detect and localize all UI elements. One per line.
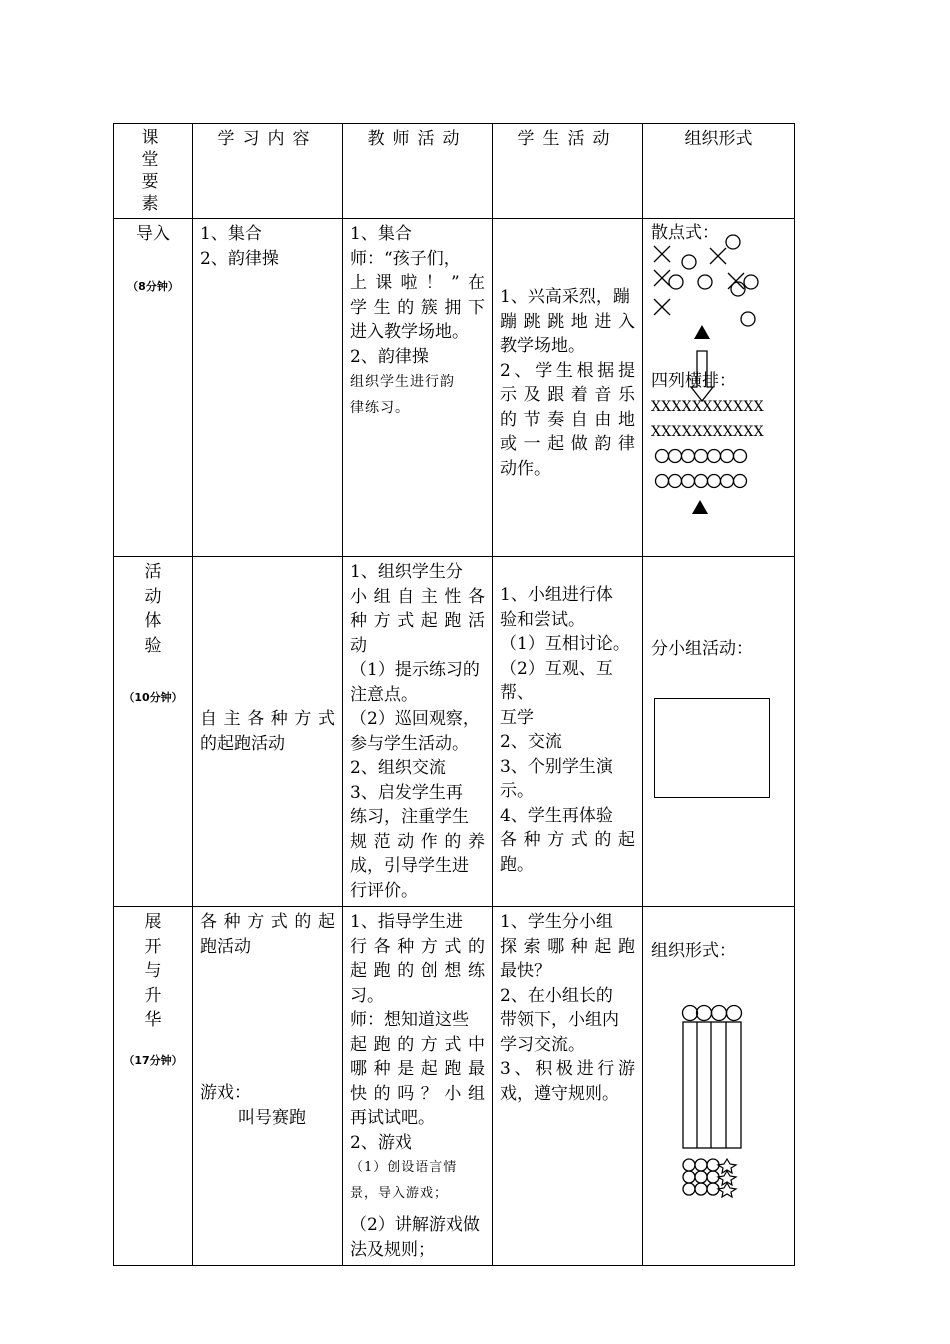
four-row-formation-label: 四列横排：	[651, 371, 736, 391]
teacher-line: 师：“孩子们，	[350, 248, 461, 269]
student-line: 2、交流	[500, 732, 562, 752]
teacher-line: 2、组织交流	[350, 758, 446, 778]
teacher-line: （2）讲解游戏做	[350, 1215, 480, 1235]
student-line: 示。	[500, 781, 534, 801]
student-line: 3、积极进行游	[500, 1059, 635, 1079]
org-cell-intro	[643, 219, 795, 557]
team-leader-circles	[683, 1006, 742, 1021]
teacher-line: 1、指导学生进	[350, 912, 463, 932]
teacher-line: 种方式起跑活	[350, 611, 485, 631]
teacher-line: 3、启发学生再	[350, 782, 463, 803]
content-line: 的起跑活动	[200, 733, 285, 754]
table-row-experience	[114, 557, 795, 907]
header-lesson-element	[114, 124, 193, 219]
teacher-line: 2、游戏	[350, 1132, 412, 1153]
teacher-line: 2、韵律操	[350, 346, 429, 367]
content-line: 1、集合	[200, 224, 262, 244]
scatter-symbols	[654, 235, 758, 401]
formation-diagram	[643, 219, 795, 555]
student-cell-extension	[493, 907, 643, 1266]
arrow-down-icon	[691, 351, 713, 401]
teacher-line: 起跑的方式中	[350, 1034, 485, 1055]
teacher-line: （1）提示练习的	[350, 660, 480, 680]
teacher-line: 快的吗？小组	[350, 1083, 485, 1104]
circle-icon	[744, 275, 758, 289]
circle-icon	[731, 282, 745, 296]
element-title-line: 与	[144, 961, 172, 981]
game-label: 游戏：	[200, 1083, 251, 1103]
header-student-activity: 学生活动	[493, 124, 643, 219]
header-organization-form: 组织形式	[643, 124, 795, 219]
student-line: 2、在小组长的	[500, 985, 613, 1006]
student-line: 各种方式的起	[500, 830, 635, 850]
teacher-line: 1、组织学生分	[350, 562, 463, 582]
circle-icon	[698, 275, 712, 289]
x-row-2: XXXXXXXXXXX	[651, 424, 764, 440]
teacher-line: 组织学生进行韵	[350, 374, 455, 390]
teacher-cell-intro	[343, 219, 493, 557]
student-line: 最快？	[500, 961, 551, 981]
org-diagram-intro	[643, 219, 794, 555]
student-line: 探索哪种起跑	[500, 936, 635, 957]
student-line: 3、个别学生演	[500, 756, 613, 777]
student-line: 或一起做韵律	[500, 434, 635, 454]
activity-area-box	[654, 698, 770, 798]
teacher-line: 学生的簇拥下	[350, 297, 485, 318]
teacher-line: 1、集合	[350, 224, 412, 244]
circle-row-1	[656, 450, 747, 463]
teacher-line: 再试试吧。	[350, 1108, 435, 1128]
element-title-line: 活 动	[144, 562, 172, 607]
element-title-line: 升 华	[144, 985, 172, 1030]
header-lesson-element-line2: 要 素	[141, 172, 171, 214]
x-row-1: XXXXXXXXXXX	[651, 399, 764, 415]
teacher-line: 哪种是起跑最	[350, 1059, 485, 1079]
student-line: 1、兴高采烈，蹦	[500, 287, 630, 307]
student-line: 2、学生根据提	[500, 360, 635, 381]
element-time: （17分钟）	[123, 1053, 183, 1067]
content-cell-intro	[193, 219, 343, 557]
circle-icon	[682, 255, 696, 269]
student-line: 蹦跳跳地进入	[500, 311, 635, 332]
student-line: 戏，遵守规则。	[500, 1083, 619, 1104]
lesson-plan-table	[113, 123, 795, 1266]
student-line: 跑。	[500, 854, 534, 875]
teacher-line: 律练习。	[350, 400, 410, 416]
student-line: 验和尝试。	[500, 609, 585, 630]
student-line: 1、小组进行体	[500, 585, 613, 605]
content-line: 自主各种方式	[200, 709, 335, 729]
element-title-line: 展 开	[144, 912, 172, 957]
student-line: （2）互观、互帮、	[500, 658, 613, 703]
teacher-line: 注意点。	[350, 684, 418, 705]
content-line: 2、韵律操	[200, 248, 279, 269]
element-title-line: 体 验	[144, 611, 172, 656]
teacher-triangle-icon	[694, 325, 710, 339]
star-markers	[718, 1159, 736, 1197]
content-cell-extension	[193, 907, 343, 1266]
circle-icon	[726, 235, 740, 249]
teacher-cell-experience	[343, 557, 493, 907]
org-diagram-extension	[643, 907, 794, 1263]
element-cell-intro	[114, 219, 193, 557]
team-circles	[683, 1159, 719, 1195]
student-line: 互学	[500, 707, 534, 728]
teacher-line: 上课啦！”在	[350, 273, 485, 293]
teacher-triangle-icon	[692, 500, 708, 514]
table-row-extension	[114, 907, 795, 1266]
circle-icon	[741, 312, 755, 326]
student-line: 1、学生分小组	[500, 912, 613, 932]
student-line: 的节奏自由地	[500, 409, 635, 430]
header-lesson-element-line1: 课 堂	[141, 128, 171, 170]
student-line: 示及跟着音乐	[500, 385, 635, 405]
circle-icon	[669, 275, 683, 289]
teacher-line: 练习，注重学生	[350, 807, 469, 827]
teacher-line: 规范动作的养	[350, 831, 485, 852]
student-line: 学习交流。	[500, 1034, 585, 1055]
teacher-line: 习。	[350, 985, 384, 1006]
element-time: （10分钟）	[123, 691, 183, 704]
teacher-line: （1）创设语言情	[350, 1160, 458, 1175]
student-cell-intro	[493, 219, 643, 557]
teacher-line: 行评价。	[350, 880, 418, 901]
content-line: 跑活动	[200, 936, 251, 957]
teacher-line: 动	[350, 635, 367, 656]
teacher-line: 法及规则；	[350, 1239, 435, 1260]
teacher-line: 参与学生活动。	[350, 733, 469, 754]
teacher-cell-extension	[343, 907, 493, 1266]
teacher-line: 起跑的创想练	[350, 961, 485, 981]
table-row-intro	[114, 219, 795, 557]
student-cell-experience	[493, 557, 643, 907]
student-line: 动作。	[500, 458, 551, 479]
student-line: （1）互相讨论。	[500, 634, 630, 654]
element-cell-experience	[114, 557, 193, 907]
teacher-line: 景，导入游戏；	[350, 1186, 449, 1201]
student-line: 4、学生再体验	[500, 805, 613, 826]
student-line: 带领下，小组内	[500, 1010, 619, 1030]
student-line: 教学场地。	[500, 336, 585, 356]
org-diagram-experience	[643, 557, 794, 904]
org-cell-extension	[643, 907, 795, 1266]
element-cell-extension	[114, 907, 193, 1266]
teacher-line: 行各种方式的	[350, 936, 485, 957]
group-activity-label: 分小组活动：	[651, 639, 753, 659]
header-learning-content: 学习内容	[193, 124, 343, 219]
teacher-line: 成，引导学生进	[350, 856, 469, 876]
teacher-line: （2）巡回观察，	[350, 709, 480, 729]
element-time: （8分钟）	[127, 279, 179, 293]
teacher-line: 进入教学场地。	[350, 322, 469, 342]
game-name: 叫号赛跑	[238, 1107, 306, 1128]
header-teacher-activity: 教师活动	[343, 124, 493, 219]
content-cell-experience	[193, 557, 343, 907]
content-line: 各种方式的起	[200, 912, 335, 932]
circle-row-2	[656, 475, 747, 488]
teacher-line: 师：想知道这些	[350, 1010, 469, 1030]
org-cell-experience	[643, 557, 795, 907]
scatter-formation-label: 散点式：	[651, 223, 719, 243]
element-title: 导入	[136, 224, 170, 244]
teacher-line: 小组自主性各	[350, 586, 485, 607]
organization-form-label: 组织形式：	[651, 941, 736, 961]
header-row	[114, 124, 795, 219]
running-lanes	[683, 1022, 741, 1148]
